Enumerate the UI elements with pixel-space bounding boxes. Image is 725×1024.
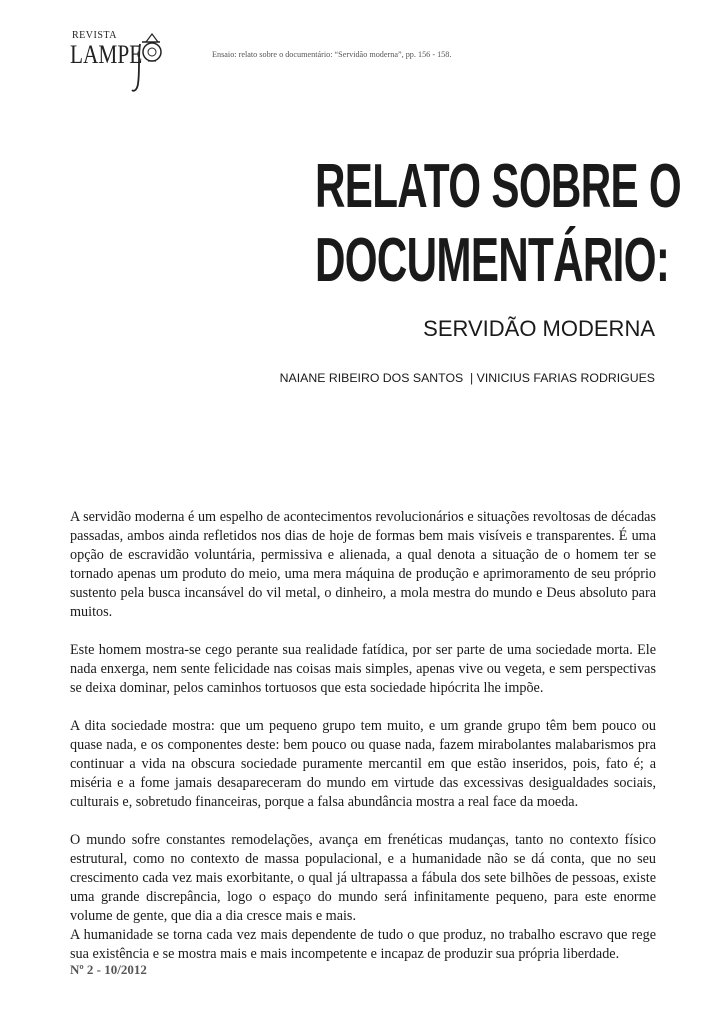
lampiao-emblem-icon	[68, 26, 178, 96]
issue-number: Nº 2 - 10/2012	[70, 962, 147, 977]
paragraph-4: O mundo sofre constantes remodelações, avança em frenéticas mudanças, tanto no contexto físico estrutural, como no contexto de massa populacional, e a humanidade não se dá conta, que no seu crescimento cada vez mais exorbitante, o qual já ultrapassa a fábula dos sete bilhões de pessoas, existe uma grande discrepância, logo o espaço do mundo será infinitamente pequeno, para este enorme volume de gente, que dia a dia cresce mais e mais.	[70, 832, 656, 924]
article-body	[70, 508, 656, 983]
logo-main-text: LAMPE	[70, 40, 143, 69]
article-title	[155, 150, 682, 298]
paragraph-1: A servidão moderna é um espelho de acontecimentos revolucionários e situações revoltosas de décadas passadas, ambos ainda refletidos nos dias de hoje de formas bem mais visíveis e transparentes. É uma opção de escravidão voluntária, permissiva e alienada, a qual denota a situação de o homem ter se tornado apenas um produto do meio, uma mera máquina de produção e aprimoramento de seu próprio sustento pela busca incansável do vil metal, o dinheiro, a mola mestra do mundo e Deus absoluto para muitos.	[70, 509, 656, 620]
logo-small-text: REVISTA	[72, 30, 117, 41]
journal-logo	[68, 26, 178, 96]
article-subtitle: SERVIDÃO MODERNA	[423, 316, 655, 341]
paragraph-5: A humanidade se torna cada vez mais dependente de tudo o que produz, no trabalho escravo que rege sua existência e se mostra mais e mais incompetente e incapaz de produzir sua própria liberdade.	[70, 927, 656, 962]
paragraph-2: Este homem mostra-se cego perante sua realidade fatídica, por ser parte de uma sociedade morta. Ele nada enxerga, nem sente felicidade nas coisas mais simples, apenas vive ou vegeta, e sem perspectivas se deixa dominar, pelos caminhos tortuosos que esta sociedade hipócrita lhe impõe.	[70, 642, 656, 696]
paragraph-3: A dita sociedade mostra: que um pequeno grupo tem muito, e um grande grupo têm bem pouco ou quase nada, e os componentes deste: bem pouco ou quase nada, fazem mirabolantes malabarismos pra continuar a vida na obscura sociedade puramente mercantil em que estão inseridos, pois, fato é; a miséria e a fome jamais desapareceram do mundo em virtude das excessivas desigualdades sociais, culturais e, sobretudo financeiras, porque a falsa abundância mostra a real face da moeda.	[70, 718, 656, 810]
title-line-1: RELATO SOBRE O	[315, 152, 682, 221]
header-citation: Ensaio: relato sobre o documentário: “Servidão moderna”, pp. 156 - 158.	[212, 50, 452, 59]
article-authors: NAIANE RIBEIRO DOS SANTOS | VINICIUS FARIAS RODRIGUES	[279, 371, 655, 385]
title-line-2: DOCUMENTÁRIO:	[315, 226, 670, 295]
